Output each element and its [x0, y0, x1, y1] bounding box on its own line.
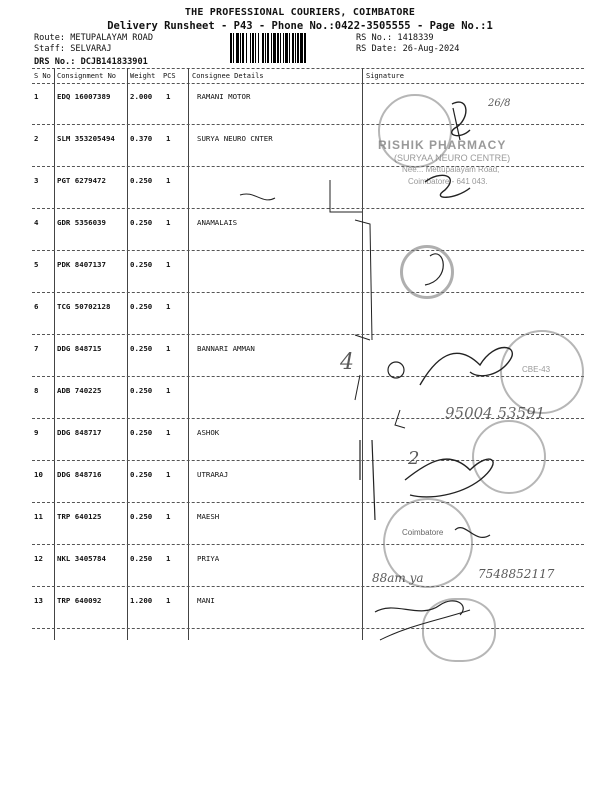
route-label: Route: METUPALAYAM ROAD [34, 33, 153, 43]
row-consignment: EDQ 16007389 [57, 92, 111, 101]
rs-date: RS Date: 26-Aug-2024 [356, 44, 460, 54]
signature-stroke [420, 348, 512, 386]
row-consignment: GDR 5356039 [57, 218, 106, 227]
row-weight: 0.250 [130, 176, 153, 185]
barcode-bar [306, 33, 307, 63]
row-sno: 7 [34, 344, 39, 353]
col-divider [362, 68, 363, 640]
handwritten-phone: 7548852117 [478, 567, 555, 581]
row-consignee: MAESH [197, 512, 220, 521]
row-sno: 11 [34, 512, 43, 521]
row-sno: 13 [34, 596, 43, 605]
row-weight: 0.250 [130, 386, 153, 395]
row-consignment: NKL 3405784 [57, 554, 106, 563]
coimbatore-stamp-text: Coimbatore [402, 528, 444, 537]
row-consignment: DDG 848717 [57, 428, 102, 437]
handwritten-note: 26/8 [488, 98, 511, 109]
col-pcs: PCS [163, 72, 176, 80]
rs-number: RS No.: 1418339 [356, 33, 434, 43]
row-consignment: DDG 848716 [57, 470, 102, 479]
row-consignment: TCG 50702128 [57, 302, 111, 311]
row-separator [32, 124, 584, 125]
row-pcs: 1 [166, 260, 171, 269]
pharmacy-stamp-line1: (SURYAA NEURO CENTRE) [394, 153, 511, 163]
pharmacy-stamp-name: RISHIK PHARMACY [378, 138, 507, 152]
row-sno: 3 [34, 176, 39, 185]
row-consignee: MANI [197, 596, 215, 605]
row-weight: 0.250 [130, 260, 153, 269]
runsheet-heading: Delivery Runsheet - P43 - Phone No.:0422-3505555 - Page No.:1 [107, 20, 493, 32]
row-sno: 2 [34, 134, 39, 143]
row-weight: 1.200 [130, 596, 153, 605]
handwritten-number: 2 [408, 448, 420, 469]
row-pcs: 1 [166, 428, 171, 437]
handwritten-number: 4 [340, 350, 354, 375]
row-sno: 5 [34, 260, 39, 269]
row-consignment: TRP 640092 [57, 596, 102, 605]
row-sno: 12 [34, 554, 43, 563]
row-consignee: ASHOK [197, 428, 220, 437]
row-pcs: 1 [166, 176, 171, 185]
col-divider [188, 68, 189, 640]
row-consignee: SURYA NEURO CNTER [197, 134, 273, 143]
row-weight: 0.250 [130, 554, 153, 563]
row-sno: 6 [34, 302, 39, 311]
cbe-stamp-code: CBE-43 [522, 365, 551, 374]
row-consignment: TRP 640125 [57, 512, 102, 521]
row-pcs: 1 [166, 554, 171, 563]
row-consignee: PRIYA [197, 554, 220, 563]
handwritten-phone: 95004 53591 [445, 404, 546, 422]
row-consignment: ADB 740225 [57, 386, 102, 395]
row-consignee: UTRARAJ [197, 470, 229, 479]
row-consignment: PGT 6279472 [57, 176, 106, 185]
row-weight: 0.250 [130, 428, 153, 437]
col-divider [54, 68, 55, 640]
row-pcs: 1 [166, 92, 171, 101]
company-title: THE PROFESSIONAL COURIERS, COIMBATORE [184, 7, 416, 18]
row-consignee: BANNARI AMMAN [197, 344, 255, 353]
row-consignment: DDG 848715 [57, 344, 102, 353]
round-stamp-small [400, 245, 454, 299]
row-weight: 2.000 [130, 92, 153, 101]
row-sno: 10 [34, 470, 43, 479]
row-weight: 0.250 [130, 470, 153, 479]
round-stamp-2 [472, 420, 546, 494]
row-pcs: 1 [166, 470, 171, 479]
barcode [230, 33, 348, 63]
col-weight: Weight [130, 72, 156, 80]
col-sno: S No [34, 72, 51, 80]
col-consignment: Consignment No [57, 72, 117, 80]
row-weight: 0.250 [130, 302, 153, 311]
staff-label: Staff: SELVARAJ [34, 44, 112, 54]
pharmacy-stamp-line2: Nee... Mettupalayam Road, [402, 165, 500, 174]
row-sno: 8 [34, 386, 39, 395]
row-separator [32, 250, 584, 251]
row-pcs: 1 [166, 302, 171, 311]
signature-stroke [355, 375, 360, 400]
pharmacy-stamp-line3: Coimbatore - 641 043. [408, 177, 488, 186]
signature-stroke [240, 194, 275, 200]
row-weight: 0.250 [130, 512, 153, 521]
round-stamp-3 [422, 598, 496, 662]
row-separator [32, 544, 584, 545]
row-separator [32, 208, 584, 209]
row-separator [32, 334, 584, 335]
row-consignee: RAMANI MOTOR [197, 92, 251, 101]
row-pcs: 1 [166, 134, 171, 143]
drs-number: DRS No.: DCJB141833901 [34, 57, 148, 67]
signature-stroke [355, 220, 372, 340]
signature-stroke [452, 102, 470, 136]
header-top-rule [32, 68, 584, 69]
row-consignee: ANAMALAIS [197, 218, 238, 227]
row-pcs: 1 [166, 344, 171, 353]
row-pcs: 1 [166, 386, 171, 395]
row-weight: 0.250 [130, 218, 153, 227]
row-consignment: PDK 8407137 [57, 260, 106, 269]
row-weight: 0.370 [130, 134, 153, 143]
row-separator [32, 502, 584, 503]
row-pcs: 1 [166, 218, 171, 227]
row-separator [32, 292, 584, 293]
row-pcs: 1 [166, 512, 171, 521]
col-signature: Signature [366, 72, 404, 80]
col-divider [127, 68, 128, 640]
col-consignee: Consignee Details [192, 72, 264, 80]
row-pcs: 1 [166, 596, 171, 605]
row-sno: 1 [34, 92, 39, 101]
row-sno: 9 [34, 428, 39, 437]
row-separator [32, 166, 584, 167]
row-separator [32, 628, 584, 629]
row-consignment: SLM 353205494 [57, 134, 115, 143]
row-weight: 0.250 [130, 344, 153, 353]
signature-stroke [395, 410, 405, 428]
handwritten-name: 88am ya [372, 571, 424, 585]
row-separator [32, 586, 584, 587]
header-bottom-rule [32, 83, 584, 84]
row-sno: 4 [34, 218, 39, 227]
